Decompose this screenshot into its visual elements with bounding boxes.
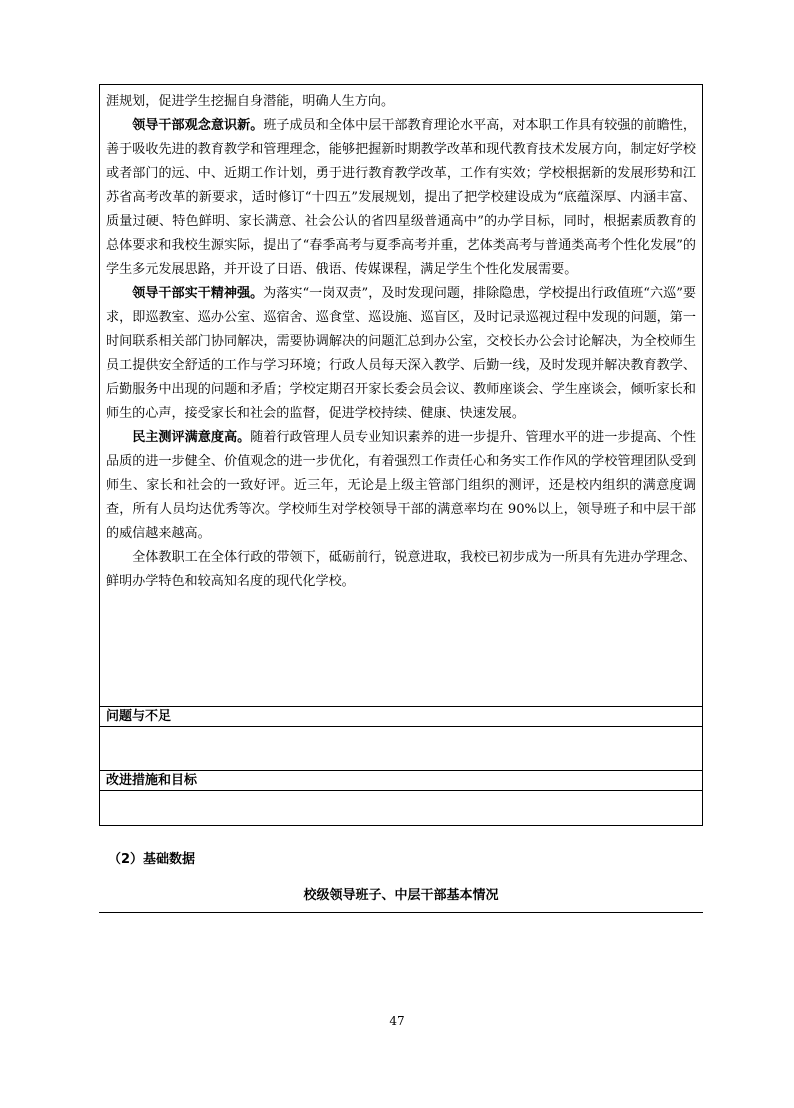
paragraph-practical-spirit (106, 282, 696, 426)
paragraph-text: 为落实“一岗双责”，及时发现问题，排除隐患，学校提出行政值班“六巡”要求，即巡教室、巡办公室、巡宿舍、巡食堂、巡设施、巡盲区，及时记录巡视过程中发现的问题，第一时间联系相关部门协同解决，需要协调解决的问题汇总到办公室，交校长办公会讨论解决，为全校师生员工提供安全舒适的工作与学习环境；行政人员每天深入教学、后勤一线，及时发现并解决教育教学、后勤服务中出现的问题和矛盾；学校定期召开家长委会员会议、教师座谈会、学生座谈会，倾听家长和师生的心声，接受家长和社会的监督，促进学校持续、健康、快速发展。 (106, 286, 696, 421)
paragraph-heading: 民主测评满意度高。 (132, 430, 251, 445)
section-heading: （2）基础数据 (108, 852, 196, 867)
table-top-rule (99, 912, 703, 913)
paragraph-heading: 领导干部实干精神强。 (132, 286, 264, 301)
evaluation-table (99, 84, 703, 826)
problems-label: 问题与不足 (100, 707, 702, 727)
paragraph-heading: 领导干部观念意识新。 (132, 118, 264, 133)
table-title: 校级领导班子、中层干部基本情况 (303, 888, 499, 903)
paragraph-continuation: 涯规划，促进学生挖掘自身潜能，明确人生方向。 (106, 94, 395, 109)
paragraph-text: 随着行政管理人员专业知识素养的进一步提升、管理水平的进一步提高、个性品质的进一步健全、价值观念的进一步优化，有着强烈工作责任心和务实工作作风的学校管理团队受到师生、家长和社会的一致好评。近三年，无论是上级主管部门组织的测评，还是校内组织的满意度调查，所有人员均达优秀等次。学校师生对学校领导干部的满意率均在 90%以上，领导班子和中层干部的威信越来越高。 (106, 430, 697, 541)
measures-label: 改进措施和目标 (100, 771, 702, 791)
measures-value (100, 791, 702, 827)
narrative-cell (100, 85, 702, 707)
paragraph-leadership-concept (106, 114, 696, 282)
paragraph-conclusion: 全体教职工在全体行政的带领下，砥砺前行，锐意进取，我校已初步成为一所具有先进办学理念、鲜明办学特色和较高知名度的现代化学校。 (106, 550, 696, 589)
paragraph-text: 班子成员和全体中层干部教育理论水平高，对本职工作具有较强的前瞻性，善于吸收先进的教育教学和管理理念，能够把握新时期教学改革和现代教育技术发展方向，制定好学校或者部门的远、中、近期工作计划，勇于进行教育教学改革，工作有实效；学校根据新的发展形势和江苏省高考改革的新要求，适时修订“十四五”发展规划，提出了把学校建设成为“底蕴深厚、内涵丰富、质量过硬、特色鲜明、家长满意、社会公认的省四星级普通高中”的办学目标，同时，根据素质教育的总体要求和我校生源实际，提出了“春季高考与夏季高考并重，艺体类高考与普通类高考个性化发展”的学生多元发展思路，并开设了日语、俄语、传媒课程，满足学生个性化发展需要。 (106, 118, 696, 277)
page-number: 47 (389, 1014, 405, 1028)
problems-value (100, 727, 702, 771)
paragraph-satisfaction (106, 426, 696, 546)
